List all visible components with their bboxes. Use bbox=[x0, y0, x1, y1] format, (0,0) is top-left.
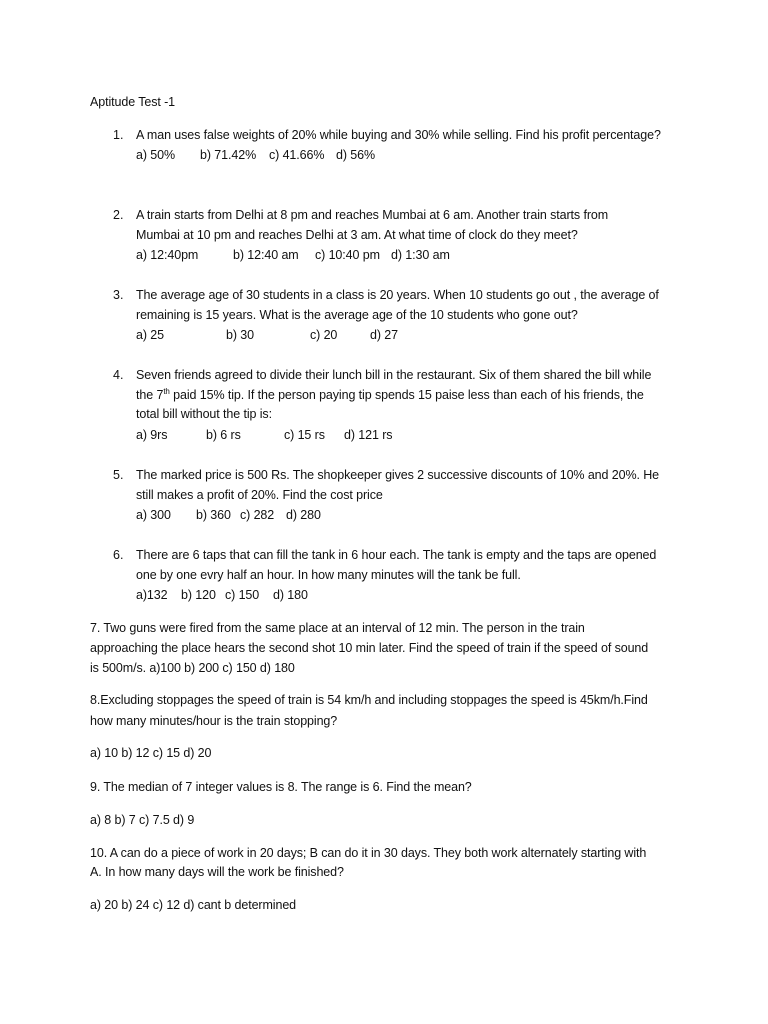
option-b: b) 30 bbox=[226, 328, 254, 342]
option-b: b) 71.42% bbox=[200, 148, 257, 162]
option-a: a) 25 bbox=[136, 328, 164, 342]
option-c: c) 282 bbox=[240, 508, 275, 522]
question-number: 5. bbox=[113, 468, 124, 482]
question-text: approaching the place hears the second shot 10 min later. Find the speed of train if the speed of sound bbox=[90, 641, 649, 655]
question-options bbox=[136, 147, 375, 163]
question-options: a) 8 b) 7 c) 7.5 d) 9 bbox=[90, 813, 195, 827]
option-a: a)132 bbox=[136, 588, 168, 602]
option-c: c) 150 bbox=[225, 588, 260, 602]
option-a: a) 50% bbox=[136, 148, 176, 162]
question-text: There are 6 taps that can fill the tank in 6 hour each. The tank is empty and the taps are opened bbox=[136, 548, 657, 562]
option-d: d) 121 rs bbox=[344, 428, 393, 442]
question-text: total bill without the tip is: bbox=[136, 407, 272, 421]
question-options bbox=[136, 427, 392, 443]
option-a: a) 9rs bbox=[136, 428, 168, 442]
question-text: the 7th paid 15% tip. If the person paying tip spends 15 paise less than each of his friends, the bbox=[136, 386, 644, 402]
option-d: d) 280 bbox=[286, 508, 321, 522]
question-number: 4. bbox=[113, 368, 124, 382]
question-number: 6. bbox=[113, 548, 124, 562]
ordinal-superscript: th bbox=[163, 386, 170, 396]
option-c: c) 15 rs bbox=[284, 428, 325, 442]
option-d: d) 180 bbox=[273, 588, 308, 602]
option-c: c) 10:40 pm bbox=[315, 248, 380, 262]
option-a: a) 12:40pm bbox=[136, 248, 199, 262]
option-d: d) 27 bbox=[370, 328, 398, 342]
option-c: c) 20 bbox=[310, 328, 338, 342]
question-text: A. In how many days will the work be finished? bbox=[90, 865, 344, 879]
option-a: a) 300 bbox=[136, 508, 171, 522]
question-text: still makes a profit of 20%. Find the cost price bbox=[136, 488, 383, 502]
question-options bbox=[136, 587, 308, 603]
option-b: b) 6 rs bbox=[206, 428, 241, 442]
question-number: 2. bbox=[113, 208, 124, 222]
question-number: 3. bbox=[113, 288, 124, 302]
option-c: c) 41.66% bbox=[269, 148, 325, 162]
question-text: is 500m/s. a)100 b) 200 c) 150 d) 180 bbox=[90, 661, 295, 675]
question-number: 1. bbox=[113, 128, 124, 142]
option-b: b) 120 bbox=[181, 588, 216, 602]
question-text: Mumbai at 10 pm and reaches Delhi at 3 am. At what time of clock do they meet? bbox=[136, 228, 578, 242]
question-text: 9. The median of 7 integer values is 8. The range is 6. Find the mean? bbox=[90, 780, 472, 794]
question-text: one by one evry half an hour. In how many minutes will the tank be full. bbox=[136, 568, 521, 582]
question-text: A man uses false weights of 20% while buying and 30% while selling. Find his profit percentage? bbox=[136, 128, 661, 142]
question-text: remaining is 15 years. What is the average age of the 10 students who gone out? bbox=[136, 308, 578, 322]
option-d: d) 1:30 am bbox=[391, 248, 450, 262]
option-d: d) 56% bbox=[336, 148, 376, 162]
question-text: A train starts from Delhi at 8 pm and reaches Mumbai at 6 am. Another train starts from bbox=[136, 208, 609, 222]
question-options bbox=[136, 247, 450, 263]
option-b: b) 360 bbox=[196, 508, 231, 522]
question-options: a) 10 b) 12 c) 15 d) 20 bbox=[90, 746, 212, 760]
question-text: Seven friends agreed to divide their lunch bill in the restaurant. Six of them shared the bill while bbox=[136, 368, 652, 382]
question-text: 10. A can do a piece of work in 20 days; B can do it in 30 days. They both work alternately starting with bbox=[90, 846, 647, 860]
option-b: b) 12:40 am bbox=[233, 248, 299, 262]
question-text: The average age of 30 students in a class is 20 years. When 10 students go out , the average of bbox=[136, 288, 659, 302]
question-text: The marked price is 500 Rs. The shopkeeper gives 2 successive discounts of 10% and 20%. He bbox=[136, 468, 659, 482]
question-text: 7. Two guns were fired from the same place at an interval of 12 min. The person in the train bbox=[90, 621, 585, 635]
page-title: Aptitude Test -1 bbox=[90, 95, 176, 109]
question-text: how many minutes/hour is the train stopping? bbox=[90, 714, 338, 728]
question-text: 8.Excluding stoppages the speed of train is 54 km/h and including stoppages the speed is 45km/h.Find bbox=[90, 693, 648, 707]
question-options bbox=[136, 327, 398, 343]
question-options: a) 20 b) 24 c) 12 d) cant b determined bbox=[90, 898, 297, 912]
question-options bbox=[136, 507, 321, 523]
